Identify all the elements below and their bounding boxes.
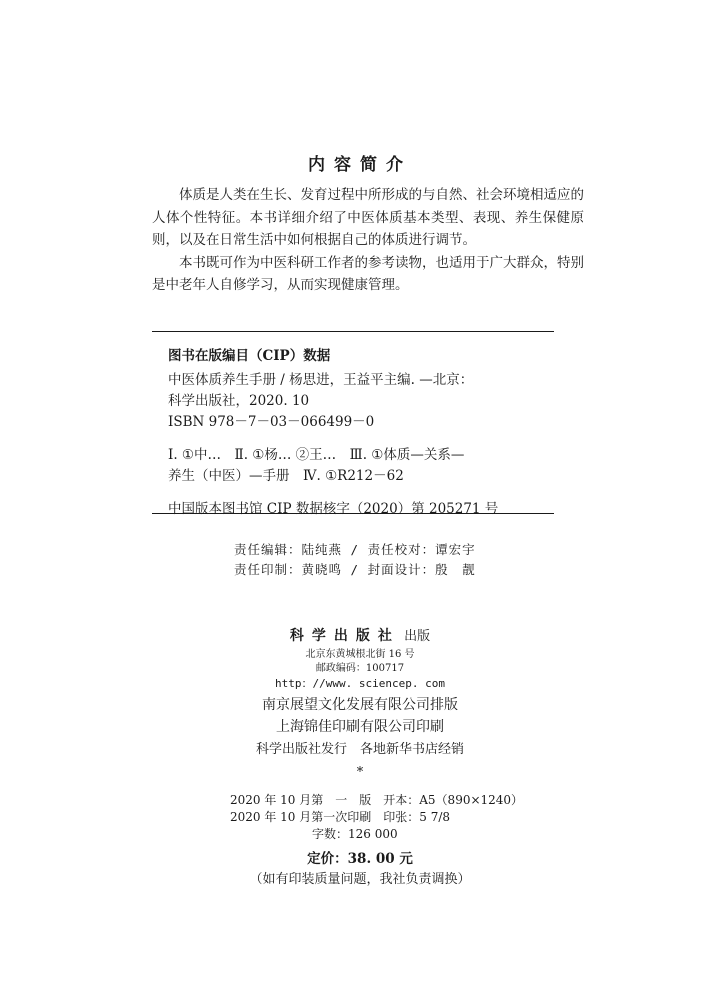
typesetter: 南京展望文化发展有限公司排版 [262,697,458,713]
publisher-postcode: 邮政编码：100717 [315,663,405,674]
printer: 上海锦佳印刷有限公司印刷 [276,719,444,735]
credits-line: 责任编辑：陆纯燕 / 责任校对：谭宏宇 [234,542,476,557]
cip-line: 科学出版社，2020. 10 [168,393,310,409]
publisher-line [0,625,720,645]
edition-info: 2020 年 10 月第 一 版 开本：A5（890×1240） [230,793,524,807]
publisher-logo: 科学出版社 [289,628,400,644]
publisher-url: http：//www. sciencep. com [275,677,445,690]
price: 定价：38. 00 元 [307,851,413,867]
cip-heading: 图书在版编目（CIP）数据 [168,348,331,364]
divider-bottom [152,513,554,514]
distribution: 科学出版社发行 各地新华书店经销 [255,742,464,757]
word-count: 字数：126 000 [312,827,398,841]
summary-body [152,184,584,297]
publisher-address: 北京东黄城根北街 16 号 [305,649,415,660]
cip-classification: Ⅰ. ①中… Ⅱ. ①杨… ②王… Ⅲ. ①体质—关系— [168,447,465,463]
cip-line: 中医体质养生手册 / 杨思进，王益平主编. —北京： [168,372,474,388]
publisher-suffix: 出版 [404,629,431,644]
separator-star: * [356,765,364,780]
divider-top [152,331,554,332]
printing-info: 2020 年 10 月第一次印刷 印张：5 7/8 [230,810,451,824]
credits-line: 责任印制：黄晓鸣 / 封面设计：殷 靓 [234,562,476,577]
summary-paragraph: 本书既可作为中医科研工作者的参考读物，也适用于广大群众，特别是中老年人自修学习，从而实现健康管理。 [152,254,584,293]
credits-block [234,540,476,580]
summary-paragraph: 体质是人类在生长、发育过程中所形成的与自然、社会环境相适应的人体个性特征。本书详细介绍了中医体质基本类型、表现、养生保健原则，以及在日常生活中如何根据自己的体质进行调节。 [152,187,584,248]
cip-block [168,346,558,520]
summary-title: 内容简介 [308,155,412,175]
cip-isbn: ISBN 978－7－03－066499－0 [168,414,375,430]
cip-classification: 养生（中医）—手册 Ⅳ. ①R212－62 [168,468,404,484]
quality-notice: （如有印装质量问题，我社负责调换） [249,872,471,887]
cip-record-number: 中国版本图书馆 CIP 数据核字（2020）第 205271 号 [168,501,499,517]
